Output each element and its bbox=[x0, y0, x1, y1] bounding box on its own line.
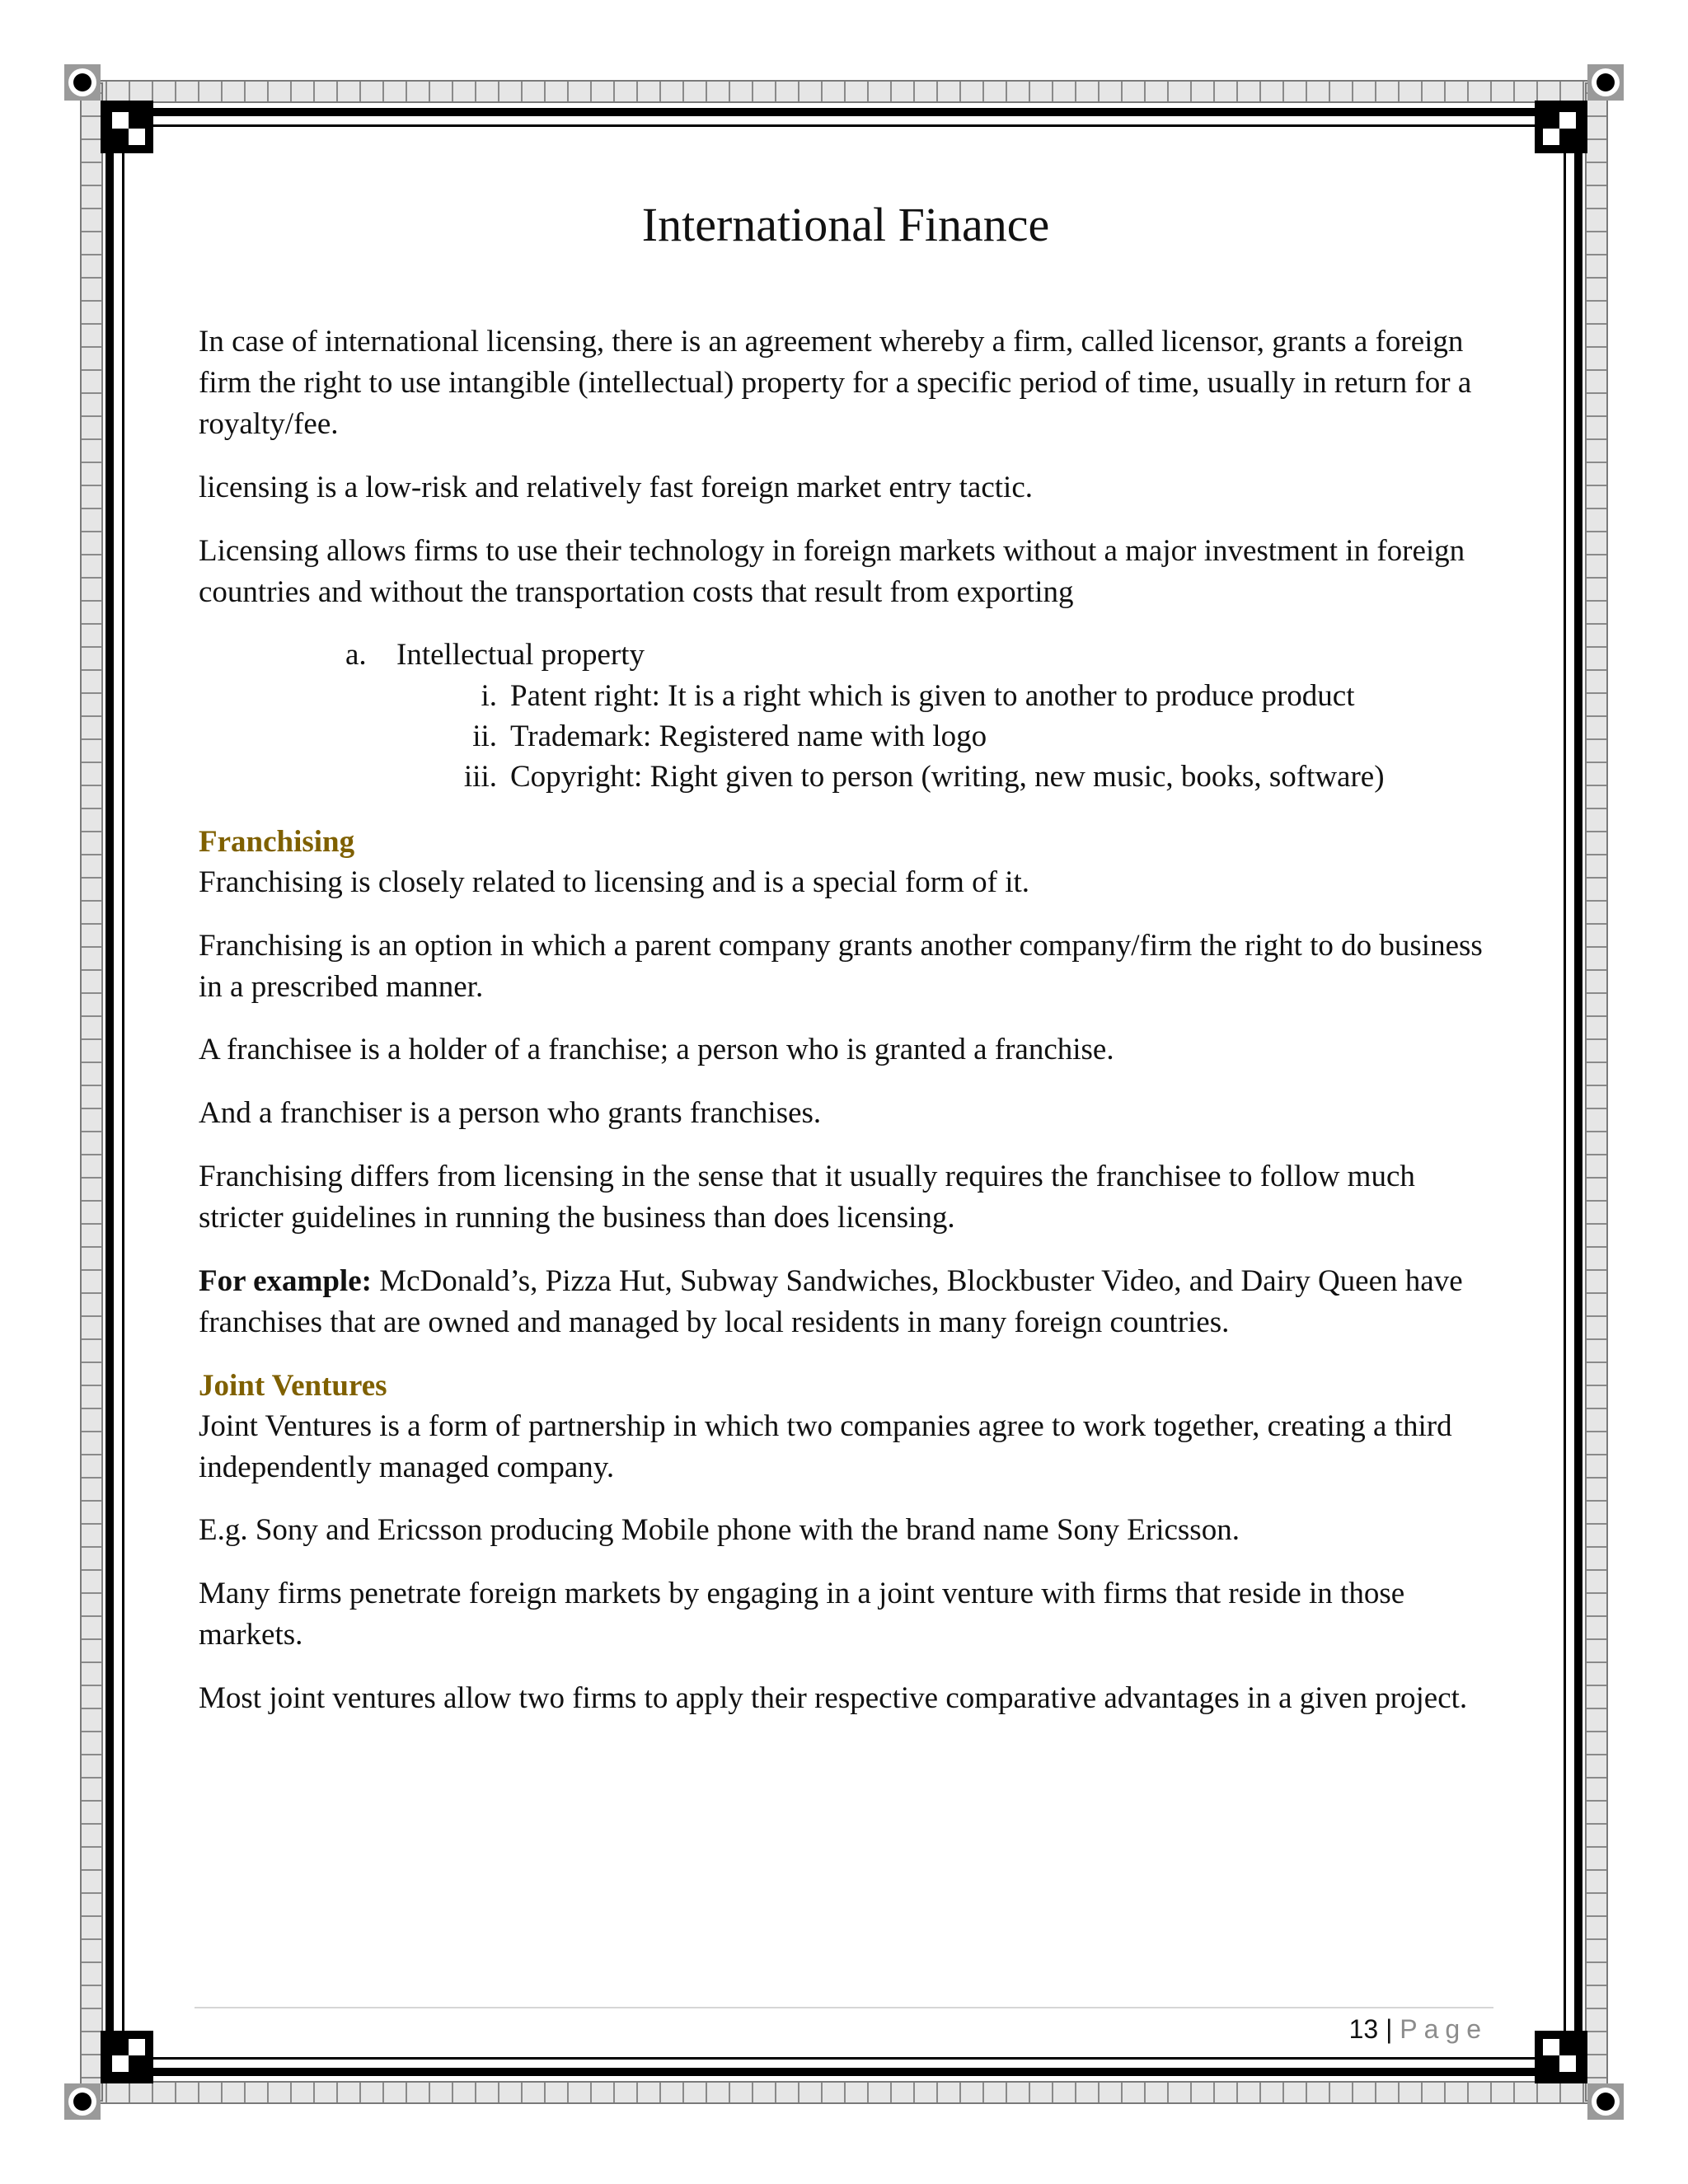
page-word: Page bbox=[1400, 2014, 1488, 2044]
page-number: 13 bbox=[1348, 2014, 1379, 2044]
franchising-example-paragraph bbox=[199, 1261, 1493, 1343]
joint-ventures-paragraph-partnership: Joint Ventures is a form of partnership in which two companies agree to work together, creating a third independently managed company. bbox=[199, 1409, 1452, 1484]
border-strip-right bbox=[1585, 82, 1608, 2102]
list-item-text: Copyright: Right given to person (writing, new music, books, software) bbox=[510, 760, 1385, 794]
border-corner-ornament-bottom-left bbox=[64, 2031, 153, 2120]
example-label: For example: bbox=[199, 1264, 372, 1298]
list-item-copyright bbox=[431, 757, 1385, 798]
border-strip-top bbox=[82, 80, 1606, 103]
border-corner-ornament-top-left bbox=[64, 64, 153, 153]
joint-ventures-paragraph-advantages: Most joint ventures allow two firms to apply their respective comparative advantages in a given project. bbox=[199, 1681, 1468, 1715]
border-strip-bottom bbox=[82, 2081, 1606, 2104]
page-title: International Finance bbox=[641, 198, 1050, 251]
franchising-paragraph-related: Franchising is closely related to licensing and is a special form of it. bbox=[199, 865, 1029, 899]
list-marker: iii. bbox=[463, 760, 497, 794]
list-marker: i. bbox=[481, 679, 497, 713]
joint-ventures-paragraph-example: E.g. Sony and Ericsson producing Mobile phone with the brand name Sony Ericsson. bbox=[199, 1513, 1240, 1547]
list-item-text: Patent right: It is a right which is given to another to produce product bbox=[510, 679, 1355, 713]
footer-divider bbox=[195, 2007, 1493, 2008]
intro-paragraph-technology: Licensing allows firms to use their technology in foreign markets without a major investment in foreign countries and without the transportation costs that result from exporting bbox=[199, 534, 1465, 609]
list-label: Intellectual property bbox=[396, 638, 645, 672]
list-marker: ii. bbox=[472, 719, 497, 753]
border-corner-ornament-top-right bbox=[1535, 64, 1624, 153]
franchising-paragraph-franchiser: And a franchiser is a person who grants franchises. bbox=[199, 1096, 822, 1130]
section-heading-franchising: Franchising bbox=[199, 825, 355, 859]
list-marker: a. bbox=[345, 638, 367, 672]
list-item-patent-right bbox=[431, 676, 1354, 717]
franchising-paragraph-option: Franchising is an option in which a parent company grants another company/firm the right to do business in a prescribed manner. bbox=[199, 929, 1483, 1004]
page-footer bbox=[1349, 2011, 1488, 2047]
section-heading-joint-ventures: Joint Ventures bbox=[199, 1369, 387, 1403]
intro-paragraph-licensing: In case of international licensing, there is an agreement whereby a firm, called licensor, grants a foreign firm the right to use intangible (intellectual) property for a specific period of time, usually in return for a royalty/fee. bbox=[199, 325, 1472, 441]
page-separator: | bbox=[1386, 2014, 1393, 2044]
intro-paragraph-low-risk: licensing is a low-risk and relatively fast foreign market entry tactic. bbox=[199, 471, 1034, 504]
border-strip-left bbox=[80, 82, 103, 2102]
list-item-text: Trademark: Registered name with logo bbox=[510, 719, 987, 753]
joint-ventures-paragraph-penetrate: Many firms penetrate foreign markets by engaging in a joint venture with firms that reside in those markets. bbox=[199, 1577, 1405, 1652]
list-item-trademark bbox=[431, 716, 987, 757]
list-item-intellectual-property bbox=[345, 635, 645, 676]
franchising-paragraph-differs: Franchising differs from licensing in the sense that it usually requires the franchisee to follow much stricter guidelines in running the business than does licensing. bbox=[199, 1160, 1415, 1235]
franchising-paragraph-franchisee: A franchisee is a holder of a franchise; a person who is granted a franchise. bbox=[199, 1033, 1114, 1066]
border-corner-ornament-bottom-right bbox=[1535, 2031, 1624, 2120]
example-text: McDonald’s, Pizza Hut, Subway Sandwiches, Blockbuster Video, and Dairy Queen have franchises that are owned and managed by local residents in many foreign countries. bbox=[199, 1264, 1463, 1339]
